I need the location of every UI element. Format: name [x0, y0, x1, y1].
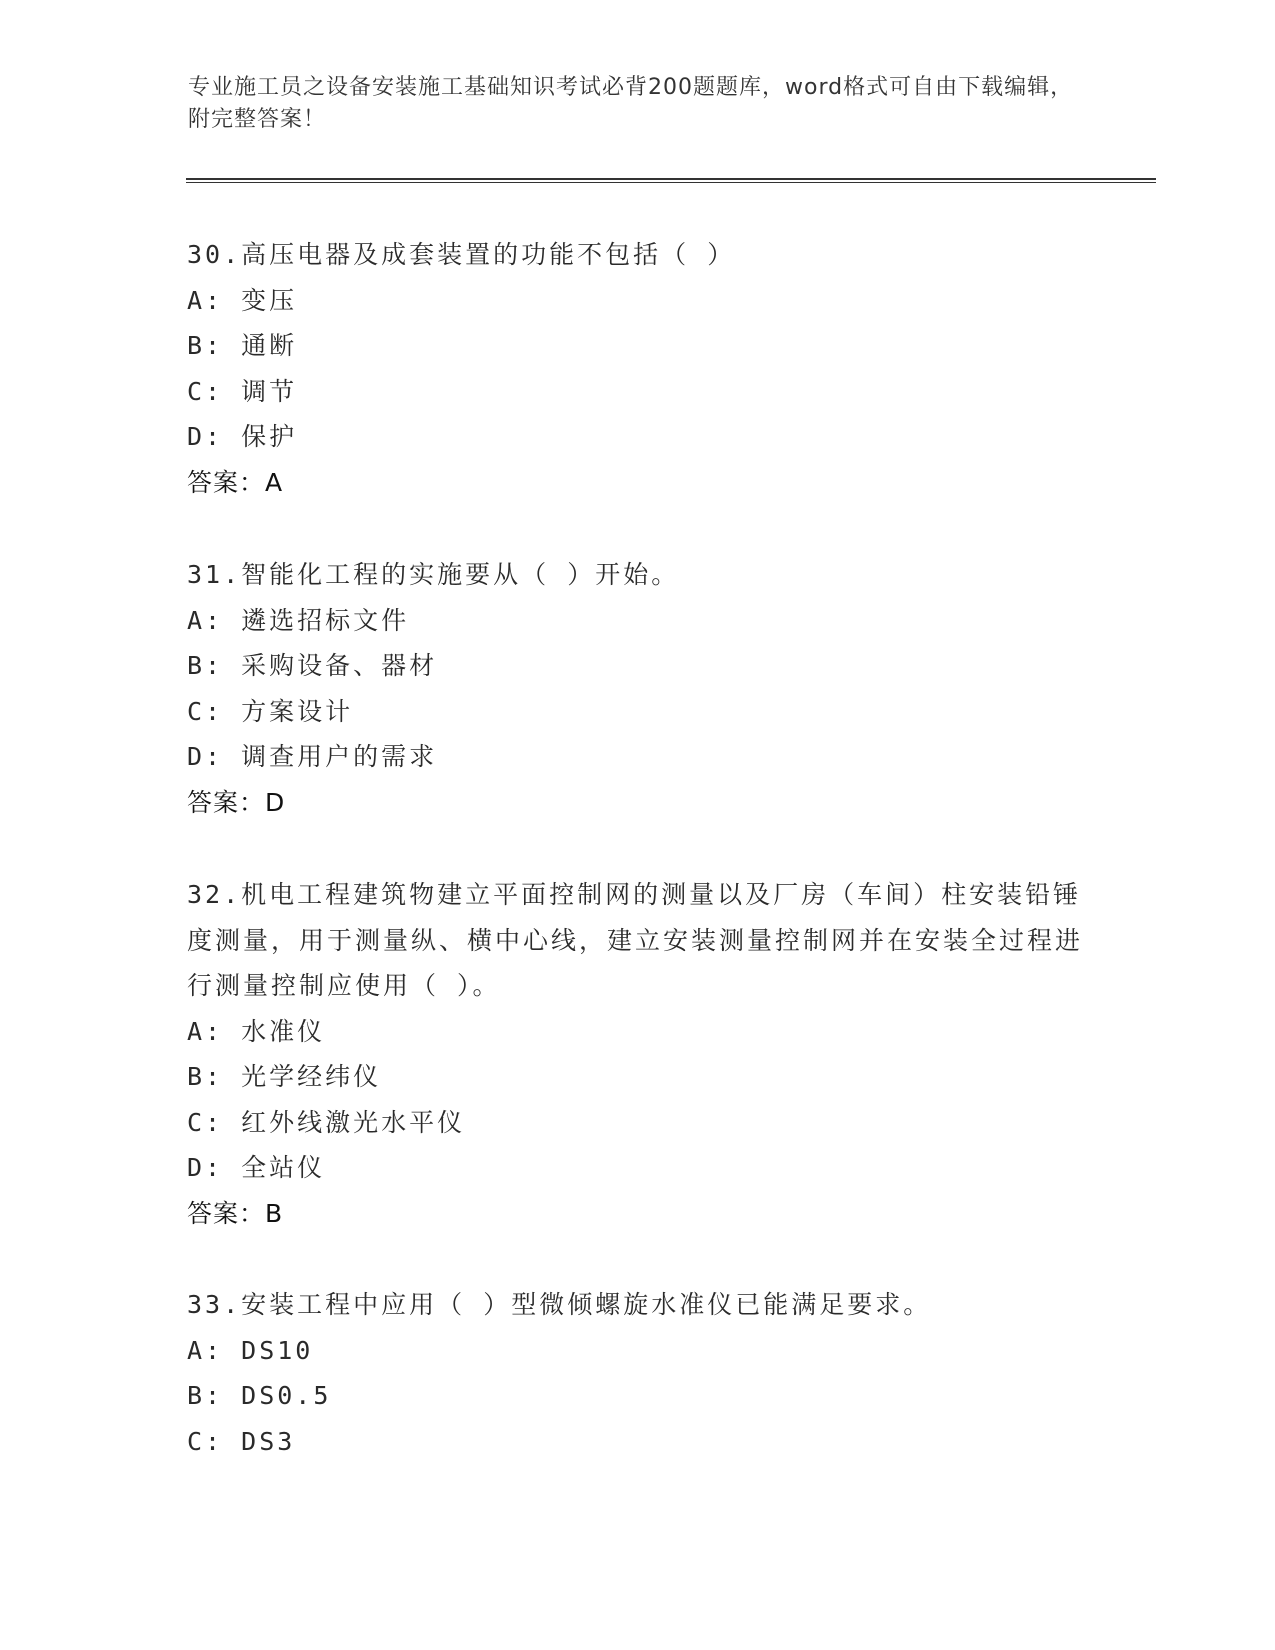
- header-divider: [186, 178, 1156, 183]
- option-c: C: 红外线激光水平仪: [187, 1107, 466, 1137]
- option-a: A: 遴选招标文件: [187, 605, 410, 635]
- option-b: B: 通断: [187, 331, 298, 360]
- option-d: D: 调查用户的需求: [187, 742, 438, 771]
- option-b: B: 光学经纬仪: [187, 1062, 382, 1091]
- question-33: [187, 1282, 1087, 1464]
- option-a: A: 水准仪: [187, 1016, 326, 1046]
- answer-label: 答案：A: [187, 467, 284, 497]
- question-30: [187, 232, 1087, 505]
- answer-label: 答案：B: [187, 1198, 284, 1228]
- option-c: C: DS3: [187, 1426, 296, 1456]
- option-d: D: 全站仪: [187, 1153, 326, 1182]
- option-d: D: 保护: [187, 422, 298, 451]
- option-b: B: 采购设备、器材: [187, 651, 438, 680]
- option-b: B: DS0.5: [187, 1381, 332, 1410]
- question-stem: 31.智能化工程的实施要从（ ）开始。: [187, 560, 680, 589]
- option-c: C: 方案设计: [187, 696, 354, 726]
- question-stem: 32.机电工程建筑物建立平面控制网的测量以及厂房（车间）柱安装铅锤度测量，用于测量纵、横中心线，建立安装测量控制网并在安装全过程进行测量控制应使用（ ）。: [187, 880, 1084, 1000]
- question-31: [187, 552, 1087, 825]
- question-stem: 33.安装工程中应用（ ）型微倾螺旋水准仪已能满足要求。: [187, 1290, 932, 1319]
- document-header: 专业施工员之设备安装施工基础知识考试必背200题题库，word格式可自由下载编辑，附完整答案！: [188, 75, 1074, 132]
- option-c: C: 调节: [187, 376, 298, 406]
- option-a: A: DS10: [187, 1335, 314, 1365]
- answer-label: 答案：D: [187, 787, 286, 817]
- question-stem: 30.高压电器及成套装置的功能不包括（ ）: [187, 240, 736, 269]
- question-32: [187, 872, 1087, 1236]
- option-a: A: 变压: [187, 285, 298, 315]
